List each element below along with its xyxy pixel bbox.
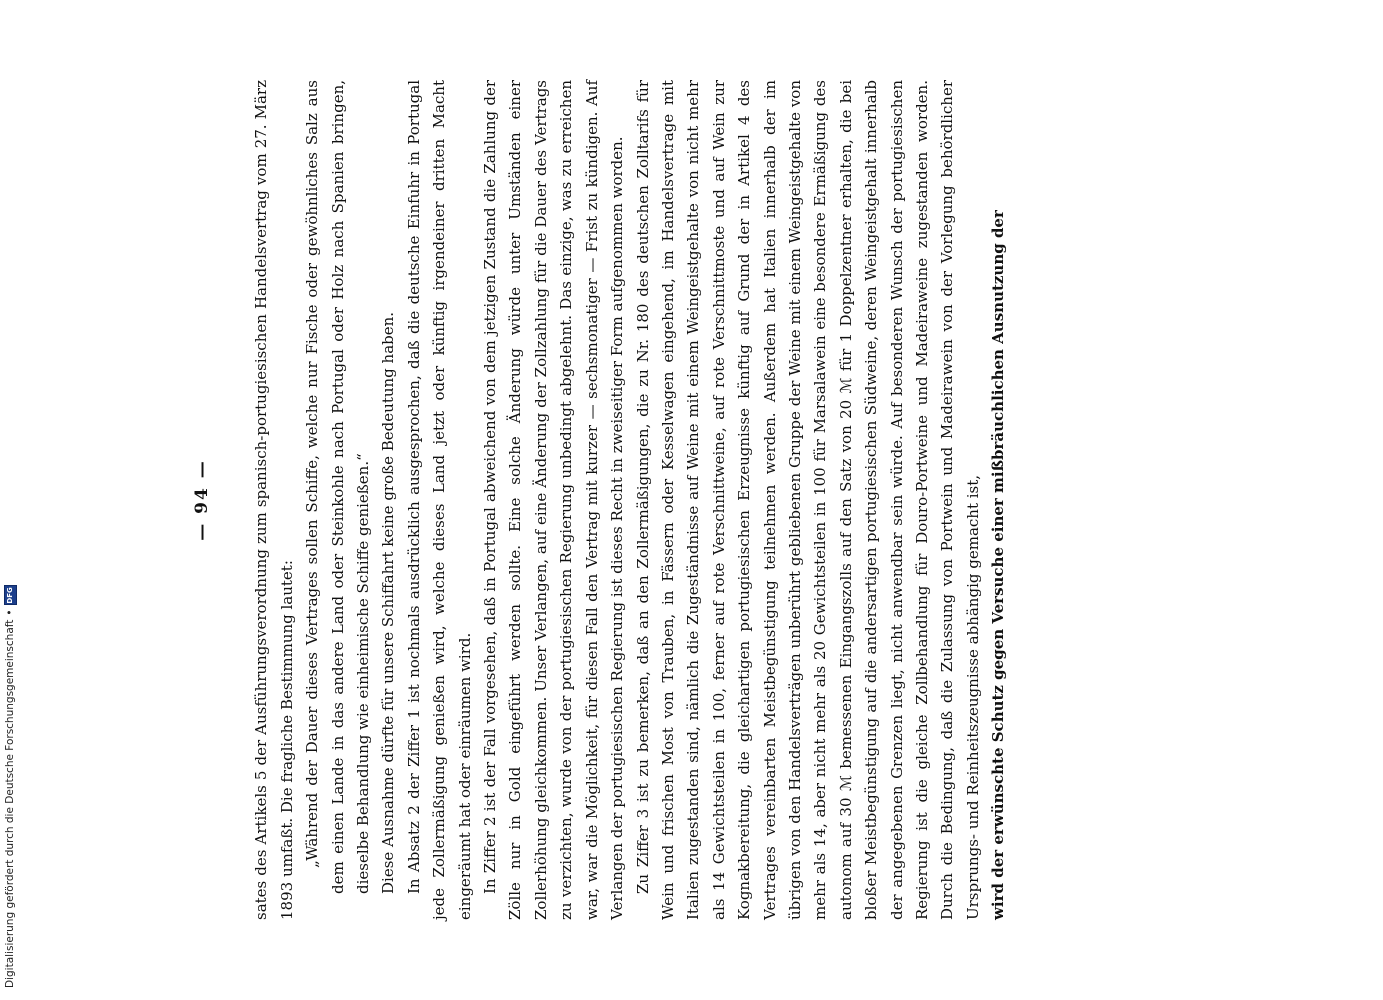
separator-dot: • <box>4 609 16 616</box>
paragraph-3: Diese Ausnahme dürfte für unsere Schiffahrt keine große Bedeutung haben. <box>379 311 398 894</box>
paragraph-7: wird der erwünschte Schutz gegen Versuche einer mißbräuchlichen Ausnutzung der <box>989 210 1008 920</box>
document-page <box>180 40 1060 960</box>
page-number: — 94 — <box>192 459 212 541</box>
scanned-page-frame <box>180 40 1060 960</box>
paragraph-6: Zu Ziffer 3 ist zu bemerken, daß an den Zollermäßigungen, die zu Nr. 180 des deutschen Zolltarifs für Wein und frischen Most von Trauben, in Fässern oder Kesselwagen eingehend, im Handelsvertrage mit Italien zugestanden sind, nämlich die Zugeständnisse auf Weine mit einem Weingeistgehalte von nicht mehr als 14 Gewichtsteilen in 100, ferner auf rote Verschnittweine, auf rote Verschnittmoste und auf Wein zur Kognakbereitung, die gleichartigen portugiesischen Erzeugnisse künftig auf Grund der in Artikel 4 des Vertrages vereinbarten Meistbegünstigung teilnehmen werden. Außerdem hat Italien innerhalb der im übrigen von den Handelsverträgen unberührt gebliebenen Gruppe der Weine mit einem Weingeistgehalte von mehr als 14, aber nicht mehr als 20 Gewichtsteilen in 100 für Marsalawein eine besondere Ermäßigung des autonom auf 30 ℳ bemessenen Eingangszolls auf den Satz von 20 ℳ für 1 Doppelzentner erhalten, die bei bloßer Meistbegünstigung auf die andersartigen portugiesischen Südweine, deren Weingeistgehalt innerhalb der angegebenen Grenzen liegt, nicht anwendbar sein würde. Auf besonderen Wunsch der portugiesischen Regierung ist die gleiche Zollbehandlung für Douro-Portweine und Madeiraweine zugestanden worden. Durch die Bedingung, daß die Zulassung von Portwein und Madeirawein von der Vorlegung behördlicher Ursprungs- und Reinheitszeugnisse abhängig gemacht ist, <box>633 80 982 920</box>
paragraph-5: In Ziffer 2 ist der Fall vorgesehen, daß in Portugal abweichend von dem jetzigen Zustand die Zahlung der Zölle nur in Gold eingeführt werden sollte. Eine solche Änderung würde unter Umständen einer Zollerhöhung gleichkommen. Unser Verlangen, auf eine Änderung der Zollzahlung für die Dauer des Vertrags zu verzichten, wurde von der portugiesischen Regierung unbedingt abgelehnt. Das einzige, was zu erreichen war, war die Möglichkeit, für diesen Fall den Vertrag mit kurzer — sechsmonatiger — Frist zu kündigen. Auf Verlangen der portugiesischen Regierung ist dieses Recht in zweiseitiger Form aufgenommen worden. <box>481 80 627 920</box>
paragraph-1: sates des Artikels 5 der Ausführungsverordnung zum spanisch-portugiesischen Handelsvertrag vom 27. März 1893 umfaßt. Die fragliche Bestimmung lautet: <box>252 80 296 920</box>
quotation-paragraph: „Während der Dauer dieses Vertrages sollen Schiffe, welche nur Fische oder gewöhnliches Salz aus dem einen Lande in das andere Land oder Steinkohle nach Portugal oder Holz nach Spanien bringen, dieselbe Behandlung wie einheimische Schiffe genießen.“ <box>303 80 373 894</box>
paragraph-4: In Absatz 2 der Ziffer 1 ist nochmals ausdrücklich ausgesprochen, daß die deutsche Einfuhr in Portugal jede Zollermäßigung genießen wird, welche dieses Land jetzt oder künftig irgendeiner dritten Macht eingeräumt hat oder einräumen wird. <box>404 80 474 920</box>
digitization-text: Digitalisierung gefördert durch die Deutsche Forschungsgemeinschaft <box>4 619 16 988</box>
dfg-logo-icon: DFG <box>4 585 17 605</box>
digitization-note <box>0 0 20 1000</box>
